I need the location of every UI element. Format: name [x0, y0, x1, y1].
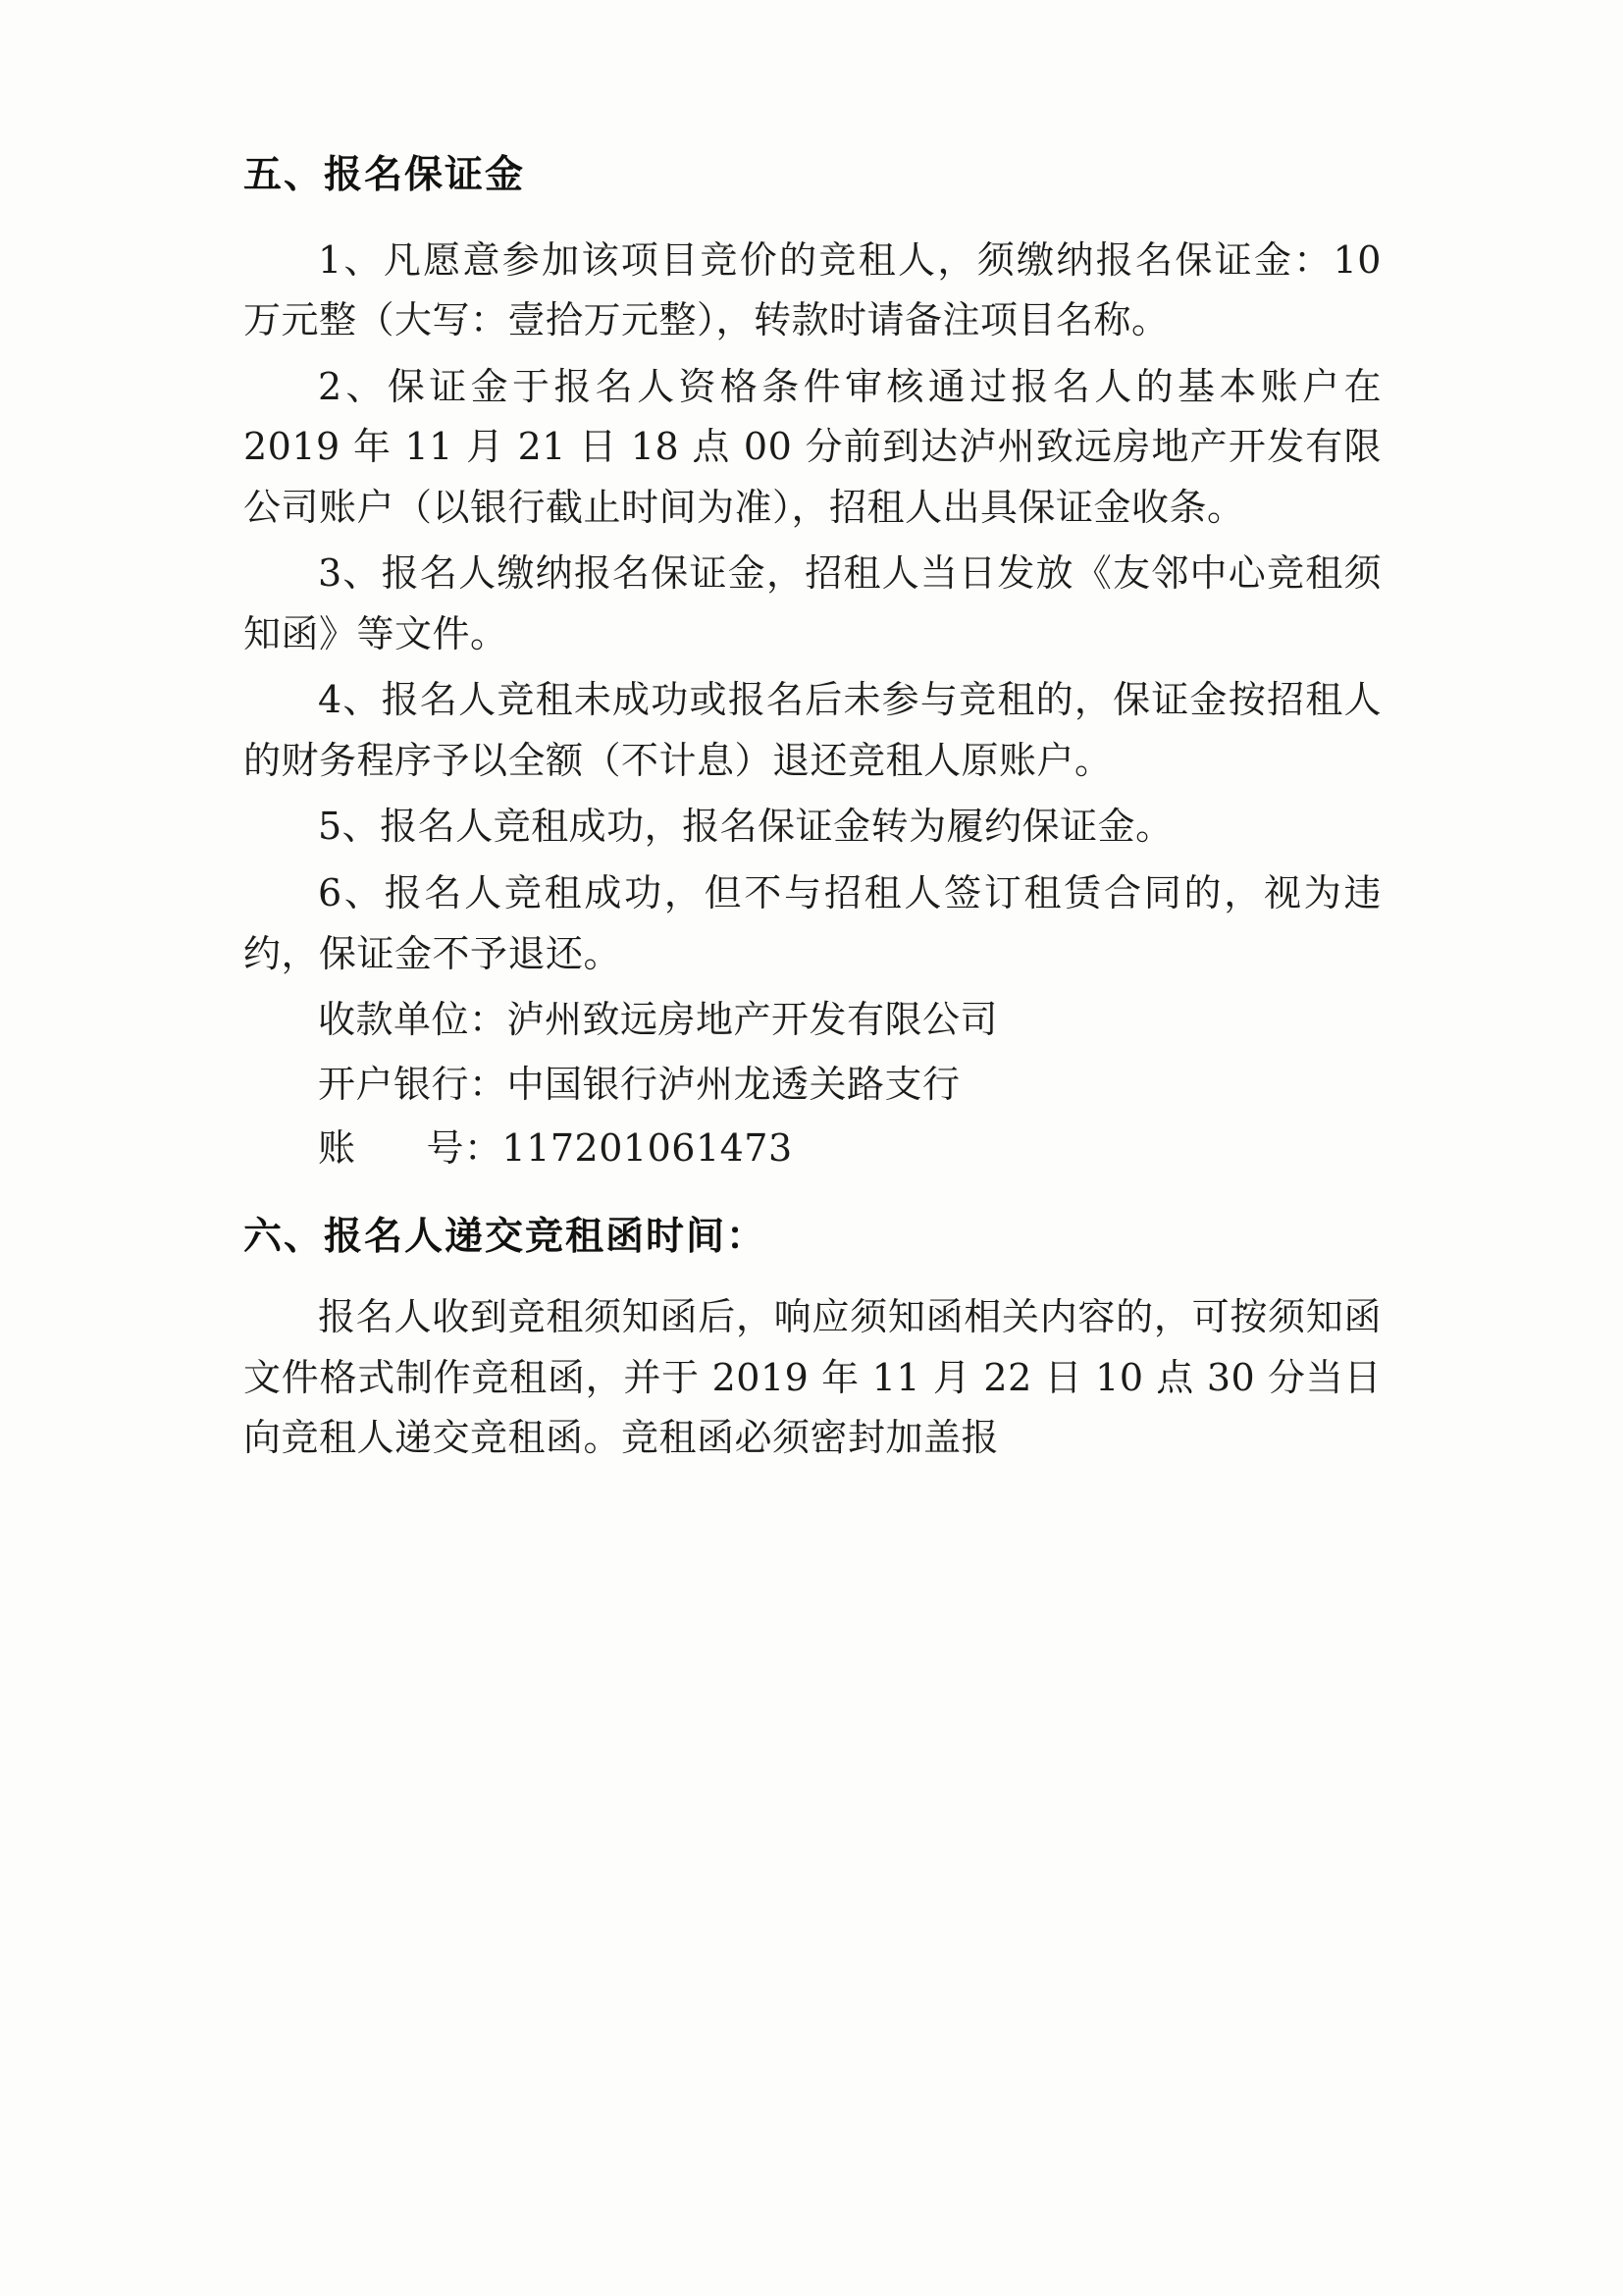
- section-heading-5: 五、报名保证金: [243, 153, 526, 197]
- document-body: [243, 147, 1382, 1475]
- paragraph-6-1: 报名人收到竞租须知函后，响应须知函相关内容的，可按须知函文件格式制作竞租函，并于 2019 年 11 月 22 日 10 点 30 分当日向竞租人递交竞租函。竞租函必须密封加盖报: [243, 1295, 1382, 1460]
- paragraph-5-1: 1、凡愿意参加该项目竞价的竞租人，须缴纳报名保证金：10 万元整（大写：壹拾万元整），转款时请备注项目名称。: [243, 237, 1382, 342]
- paragraph-5-3: 3、报名人缴纳报名保证金，招租人当日发放《友邻中心竞租须知函》等文件。: [243, 551, 1382, 655]
- paragraph-5-5: 5、报名人竞租成功，报名保证金转为履约保证金。: [318, 805, 1174, 849]
- paragraph-5-4: 4、报名人竞租未成功或报名后未参与竞租的，保证金按招租人的财务程序予以全额（不计息）退还竞租人原账户。: [243, 678, 1382, 782]
- paragraph-5-2: 2、保证金于报名人资格条件审核通过报名人的基本账户在 2019 年 11 月 21 日 18 点 00 分前到达泸州致远房地产开发有限公司账户（以银行截止时间为准），招租人出具保证金收条。: [243, 364, 1382, 529]
- payee-label: 收款单位：: [318, 998, 507, 1042]
- account-label: 账: [318, 1126, 356, 1171]
- paragraph-5-6: 6、报名人竞租成功，但不与招租人签订租赁合同的，视为违约，保证金不予退还。: [243, 870, 1382, 975]
- account-number: 117201061473: [501, 1126, 793, 1171]
- account-label-suffix: 号：: [426, 1126, 502, 1171]
- bank-value: 中国银行泸州龙透关路支行: [506, 1062, 961, 1106]
- account-line: [243, 1119, 1382, 1179]
- bank-line: [243, 1055, 1382, 1116]
- bank-label: 开户银行：: [318, 1062, 507, 1106]
- payee-value: 泸州致远房地产开发有限公司: [506, 998, 999, 1042]
- section-heading-6: 六、报名人递交竞租函时间：: [243, 1214, 767, 1259]
- payee-line: [243, 990, 1382, 1051]
